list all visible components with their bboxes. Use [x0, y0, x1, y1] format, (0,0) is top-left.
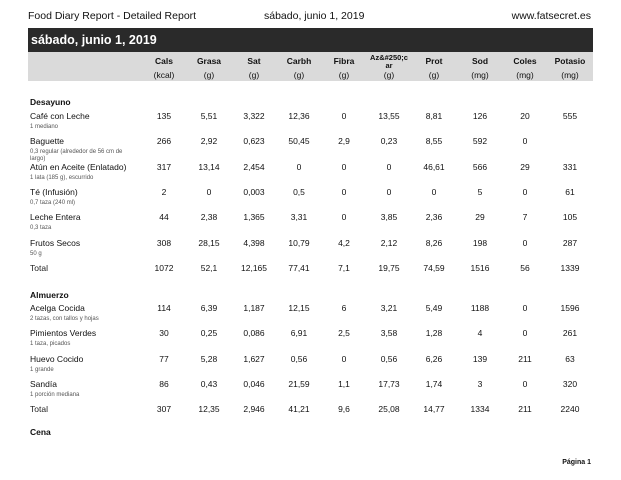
- food-name: Acelga Cocida: [30, 303, 85, 313]
- food-name: Atún en Aceite (Enlatado): [30, 161, 127, 172]
- food-row: [28, 328, 593, 354]
- total-value: 74,59: [423, 262, 445, 273]
- nutrient-value: 2,12: [380, 237, 398, 248]
- food-portion: 0,3 regular (alrededor de 56 cm de largo): [30, 149, 123, 162]
- nutrient-value: 20: [520, 111, 530, 121]
- column-unit: (g): [428, 70, 440, 80]
- nutrient-value: 29: [520, 161, 530, 172]
- nutrient-value: 50,45: [288, 136, 310, 147]
- nutrient-value: 10,79: [288, 237, 310, 248]
- nutrient-value: 7: [522, 212, 528, 223]
- total-value: 2,946: [243, 404, 265, 415]
- total-value: 1339: [560, 262, 580, 273]
- report-date: sábado, junio 1, 2019: [264, 10, 365, 22]
- nutrient-value: 0: [522, 303, 528, 313]
- food-row: [28, 238, 593, 264]
- meal-section-title: Cena: [30, 427, 51, 437]
- total-value: 1072: [154, 262, 174, 273]
- food-portion: 1 grande: [30, 366, 54, 373]
- total-value: 1334: [470, 404, 490, 415]
- nutrient-value: 3,58: [380, 328, 398, 339]
- column-name: Grasa: [196, 56, 222, 66]
- nutrient-value: 0,23: [380, 136, 398, 147]
- column-unit: (g): [338, 70, 350, 80]
- food-portion: 1 taza, picados: [30, 341, 71, 348]
- food-portion: 1 porción mediana: [30, 391, 80, 398]
- nutrient-value: 0,623: [243, 136, 265, 147]
- food-portion: 1 lata (185 g), escurrido: [30, 174, 94, 181]
- nutrient-value: 1188: [470, 303, 490, 313]
- nutrient-value: 0: [431, 186, 437, 197]
- total-value: 12,35: [198, 404, 220, 415]
- nutrient-value: 3,21: [380, 303, 398, 313]
- nutrient-value: 261: [562, 328, 578, 339]
- nutrient-value: 0: [341, 212, 347, 223]
- nutrient-value: 44: [159, 212, 169, 223]
- column-name: Prot: [425, 56, 443, 66]
- nutrient-value: 1,1: [338, 378, 350, 389]
- nutrient-value: 105: [562, 212, 578, 223]
- food-row: [28, 162, 593, 188]
- total-label: Total: [30, 404, 48, 415]
- nutrient-value: 0,43: [200, 378, 218, 389]
- nutrient-value: 17,73: [378, 378, 400, 389]
- total-value: 2240: [560, 404, 580, 415]
- nutrient-value: 4,398: [243, 237, 265, 248]
- nutrient-value: 0: [341, 111, 347, 121]
- nutrient-value: 46,61: [423, 161, 445, 172]
- total-row: [28, 404, 593, 430]
- nutrient-value: 0,046: [243, 378, 265, 389]
- nutrient-value: 5,51: [200, 111, 218, 121]
- nutrient-value: 0: [296, 161, 302, 172]
- nutrient-value: 3: [477, 378, 483, 389]
- nutrient-value: 6,39: [200, 303, 218, 313]
- nutrient-value: 63: [565, 353, 575, 364]
- nutrient-value: 0: [522, 237, 528, 248]
- nutrient-value: 4: [477, 328, 483, 339]
- nutrient-value: 135: [156, 111, 172, 121]
- nutrient-value: 4,2: [338, 237, 350, 248]
- nutrient-value: 5,49: [425, 303, 443, 313]
- site-url[interactable]: www.fatsecret.es: [511, 10, 591, 22]
- nutrient-value: 331: [562, 161, 578, 172]
- food-name: Té (Infusión): [30, 186, 78, 197]
- column-name: Sat: [247, 56, 261, 66]
- column-unit: (mg): [561, 70, 579, 80]
- meal-section-title: Desayuno: [30, 97, 71, 107]
- column-unit: (g): [248, 70, 260, 80]
- food-row: [28, 354, 593, 380]
- column-name: Az&#250;c ar: [370, 53, 408, 70]
- nutrient-value: 0: [386, 161, 392, 172]
- total-value: 52,1: [200, 262, 218, 273]
- nutrient-value: 266: [156, 136, 172, 147]
- nutrient-value: 287: [562, 237, 578, 248]
- nutrient-value: 5,28: [200, 353, 218, 364]
- nutrient-value: 0,003: [243, 186, 265, 197]
- food-row: [28, 379, 593, 405]
- total-value: 77,41: [288, 262, 310, 273]
- nutrient-value: 77: [159, 353, 169, 364]
- food-row: [28, 187, 593, 213]
- nutrient-value: 320: [562, 378, 578, 389]
- nutrient-value: 0: [522, 328, 528, 339]
- nutrient-value: 12,36: [288, 111, 310, 121]
- nutrient-value: 0: [386, 186, 392, 197]
- meal-section-title: Almuerzo: [30, 290, 69, 300]
- nutrient-value: 8,26: [425, 237, 443, 248]
- nutrient-value: 2,38: [200, 212, 218, 223]
- nutrient-value: 3,85: [380, 212, 398, 223]
- nutrient-value: 13,14: [198, 161, 220, 172]
- nutrient-value: 21,59: [288, 378, 310, 389]
- nutrient-value: 2,5: [338, 328, 350, 339]
- food-name: Pimientos Verdes: [30, 328, 97, 339]
- column-unit: (g): [293, 70, 305, 80]
- food-row: [28, 212, 593, 238]
- nutrient-value: 0,56: [290, 353, 308, 364]
- column-unit: (kcal): [153, 70, 175, 80]
- nutrient-value: 2: [161, 186, 167, 197]
- total-value: 7,1: [338, 262, 350, 273]
- total-label: Total: [30, 262, 48, 273]
- column-name: Coles: [513, 56, 537, 66]
- nutrient-value: 139: [472, 353, 488, 364]
- food-name: Baguette: [30, 136, 65, 147]
- column-name: Fibra: [333, 56, 355, 66]
- total-value: 307: [156, 404, 172, 415]
- nutrient-value: 6,91: [290, 328, 308, 339]
- food-name: Frutos Secos: [30, 237, 81, 248]
- food-name: Café con Leche: [30, 111, 90, 121]
- food-row: [28, 303, 593, 329]
- column-unit: (g): [383, 70, 395, 80]
- report-header: [28, 10, 591, 24]
- column-name: Sod: [471, 56, 489, 66]
- report-title: Food Diary Report - Detailed Report: [28, 10, 197, 22]
- nutrient-value: 2,454: [243, 161, 265, 172]
- nutrient-value: 1,627: [243, 353, 265, 364]
- column-unit: (mg): [471, 70, 489, 80]
- nutrient-value: 0,56: [380, 353, 398, 364]
- food-portion: 2 tazas, con tallos y hojas: [30, 316, 99, 322]
- food-portion: 50 g: [30, 250, 42, 257]
- nutrient-value: 317: [156, 161, 172, 172]
- nutrient-value: 1,187: [243, 303, 265, 313]
- total-value: 211: [518, 404, 532, 415]
- total-value: 1516: [470, 262, 490, 273]
- nutrient-value: 12,15: [288, 303, 310, 313]
- column-unit: (g): [203, 70, 215, 80]
- nutrient-value: 30: [159, 328, 169, 339]
- nutrient-value: 566: [472, 161, 488, 172]
- column-name: Potasio: [554, 56, 586, 66]
- nutrient-value: 0: [341, 353, 347, 364]
- nutrient-value: 13,55: [378, 111, 400, 121]
- food-portion: 0,7 taza (240 ml): [30, 199, 76, 206]
- total-value: 19,75: [378, 262, 400, 273]
- nutrient-value: 3,322: [243, 111, 265, 121]
- total-value: 14,77: [423, 404, 445, 415]
- total-value: 9,6: [338, 404, 350, 415]
- nutrient-value: 0: [206, 186, 212, 197]
- page-number: Página 1: [562, 459, 591, 466]
- nutrient-value: 8,81: [425, 111, 443, 121]
- column-header: [28, 52, 593, 81]
- nutrient-value: 29: [475, 212, 485, 223]
- nutrient-value: 308: [156, 237, 172, 248]
- nutrient-value: 0,5: [293, 186, 305, 197]
- food-row: [28, 136, 593, 162]
- nutrient-value: 6,26: [425, 353, 443, 364]
- nutrient-value: 0: [522, 378, 528, 389]
- food-name: Leche Entera: [30, 212, 81, 223]
- date-bar: [28, 28, 593, 52]
- nutrient-value: 126: [472, 111, 488, 121]
- date-bar-label: sábado, junio 1, 2019: [31, 33, 157, 47]
- column-name: Carbh: [286, 56, 312, 66]
- nutrient-value: 211: [518, 353, 532, 364]
- nutrient-value: 555: [562, 111, 578, 121]
- food-name: Sandía: [30, 378, 57, 389]
- nutrient-value: 61: [565, 186, 575, 197]
- column-unit: (mg): [516, 70, 534, 80]
- nutrient-value: 592: [472, 136, 488, 147]
- nutrient-value: 1,74: [425, 378, 443, 389]
- nutrient-value: 198: [472, 237, 488, 248]
- nutrient-value: 0,25: [200, 328, 218, 339]
- nutrient-value: 2,36: [425, 212, 443, 223]
- nutrient-value: 1,365: [243, 212, 265, 223]
- nutrient-value: 86: [159, 378, 169, 389]
- nutrient-value: 6: [341, 303, 347, 313]
- nutrient-value: 0: [341, 161, 347, 172]
- nutrient-value: 0: [522, 136, 528, 147]
- total-value: 41,21: [288, 404, 310, 415]
- nutrient-value: 3,31: [290, 212, 308, 223]
- nutrient-value: 2,92: [200, 136, 218, 147]
- total-value: 12,165: [241, 262, 267, 273]
- total-value: 25,08: [378, 404, 400, 415]
- nutrient-value: 2,9: [338, 136, 350, 147]
- nutrient-value: 1596: [560, 303, 580, 313]
- total-value: 56: [520, 262, 530, 273]
- nutrient-value: 0: [522, 186, 528, 197]
- food-portion: 1 mediano: [30, 124, 59, 130]
- total-row: [28, 263, 593, 289]
- nutrient-value: 0: [341, 186, 347, 197]
- column-name: Cals: [155, 56, 173, 66]
- food-row: [28, 111, 593, 137]
- nutrient-value: 28,15: [198, 237, 220, 248]
- food-name: Huevo Cocido: [30, 353, 84, 364]
- food-portion: 0,3 taza: [30, 225, 52, 232]
- nutrient-value: 114: [157, 303, 171, 313]
- nutrient-value: 8,55: [425, 136, 443, 147]
- nutrient-value: 5: [477, 186, 483, 197]
- nutrient-value: 0,086: [243, 328, 265, 339]
- nutrient-value: 1,28: [425, 328, 443, 339]
